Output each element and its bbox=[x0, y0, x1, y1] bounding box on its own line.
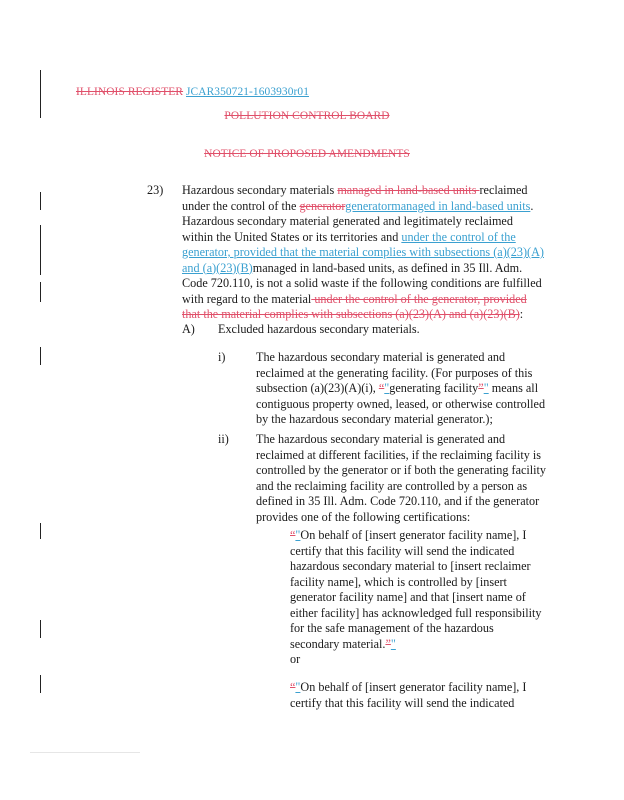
text-run: generating facility bbox=[389, 381, 479, 395]
text-run: On behalf of [insert generator facility name], I certify that this facility will send the indicated hazardous secondary material to [insert reclaimer facility name], which is controlled by [insert generator facility name] and that [insert name of either facility] has acknowledged full responsibility for the safe management of the hazardous secondary material. bbox=[290, 528, 542, 651]
deleted-text: “ bbox=[378, 381, 385, 395]
register-header bbox=[76, 86, 309, 98]
register-inserted: JCAR350721-1603930r01 bbox=[186, 86, 309, 98]
text-run: Hazardous secondary materials bbox=[182, 183, 338, 197]
or-connector: or bbox=[290, 652, 301, 666]
change-bar bbox=[40, 225, 41, 275]
item-23-paragraph bbox=[182, 183, 544, 323]
change-bar bbox=[40, 675, 41, 693]
deleted-text: managed in land-based units bbox=[337, 183, 480, 197]
deleted-text: under the control of the generator, provided that the material complies with subsections (a)(23)(A) and (a)(23)(B) bbox=[182, 291, 527, 321]
text-run: means all contiguous property owned, leased, or otherwise controlled by the hazardous secondary material generator.); bbox=[256, 381, 546, 426]
text-run: The hazardous secondary material is generated and reclaimed at the generating facility. (For purposes of this subsection (a)(23)(A)(i), bbox=[256, 350, 533, 395]
deleted-text: “ bbox=[290, 680, 296, 694]
deleted-text: generator bbox=[299, 198, 346, 213]
register-deleted: ILLINOIS REGISTER bbox=[76, 86, 184, 98]
change-bar bbox=[40, 192, 41, 210]
deleted-text: “ bbox=[290, 528, 296, 542]
inserted-text: under the control of the generator, provided that the material complies with subsections (a)(23)(A) and (a)(23)(B) bbox=[182, 229, 544, 275]
text-run: : bbox=[519, 307, 524, 321]
board-title: POLLUTION CONTROL BOARD bbox=[224, 110, 390, 122]
change-bar bbox=[40, 282, 41, 302]
certification-quote-2 bbox=[290, 680, 546, 711]
inserted-text: " bbox=[295, 528, 301, 542]
subsection-i-label: i) bbox=[218, 350, 226, 364]
inserted-text: " bbox=[483, 381, 489, 395]
change-bar bbox=[40, 347, 41, 365]
subsection-a-label: A) bbox=[182, 322, 195, 336]
inserted-text: " bbox=[384, 381, 390, 395]
change-bar bbox=[40, 620, 41, 638]
deleted-text: ” bbox=[478, 381, 484, 395]
text-run: On behalf of [insert generator facility name], I certify that this facility will send the indicated bbox=[290, 680, 527, 710]
certification-quote-1 bbox=[290, 528, 546, 652]
text-run: managed in land-based units, as defined in 35 Ill. Adm. Code 720.110, is not a solid waste if the following conditions are fulfilled with regard to the material bbox=[182, 260, 542, 306]
subsection-a-title: Excluded hazardous secondary materials. bbox=[218, 322, 420, 336]
text-run: . Hazardous secondary material generated and legitimately reclaimed within the United States or its territories and bbox=[182, 198, 534, 244]
subsection-ii-label: ii) bbox=[218, 432, 229, 446]
notice-title: NOTICE OF PROPOSED AMENDMENTS bbox=[204, 148, 410, 160]
subsection-ii-paragraph: The hazardous secondary material is generated and reclaimed at different facilities, if the reclaiming facility is controlled by the generator or if both the generating facility and the reclaiming facility are controlled by a person as defined in 35 Ill. Adm. Code 720.110, and if the generator provides one of the following certifications: bbox=[256, 432, 547, 524]
footer-rule bbox=[30, 752, 140, 753]
subsection-i-paragraph bbox=[256, 350, 548, 428]
change-bar bbox=[40, 523, 41, 539]
deleted-text: ” bbox=[385, 636, 391, 651]
inserted-text: " bbox=[390, 636, 396, 651]
inserted-text: generatormanaged in land-based units bbox=[345, 198, 531, 213]
item-number: 23) bbox=[147, 183, 164, 197]
text-run: reclaimed under the control of the bbox=[182, 183, 528, 213]
inserted-text: " bbox=[295, 680, 301, 694]
